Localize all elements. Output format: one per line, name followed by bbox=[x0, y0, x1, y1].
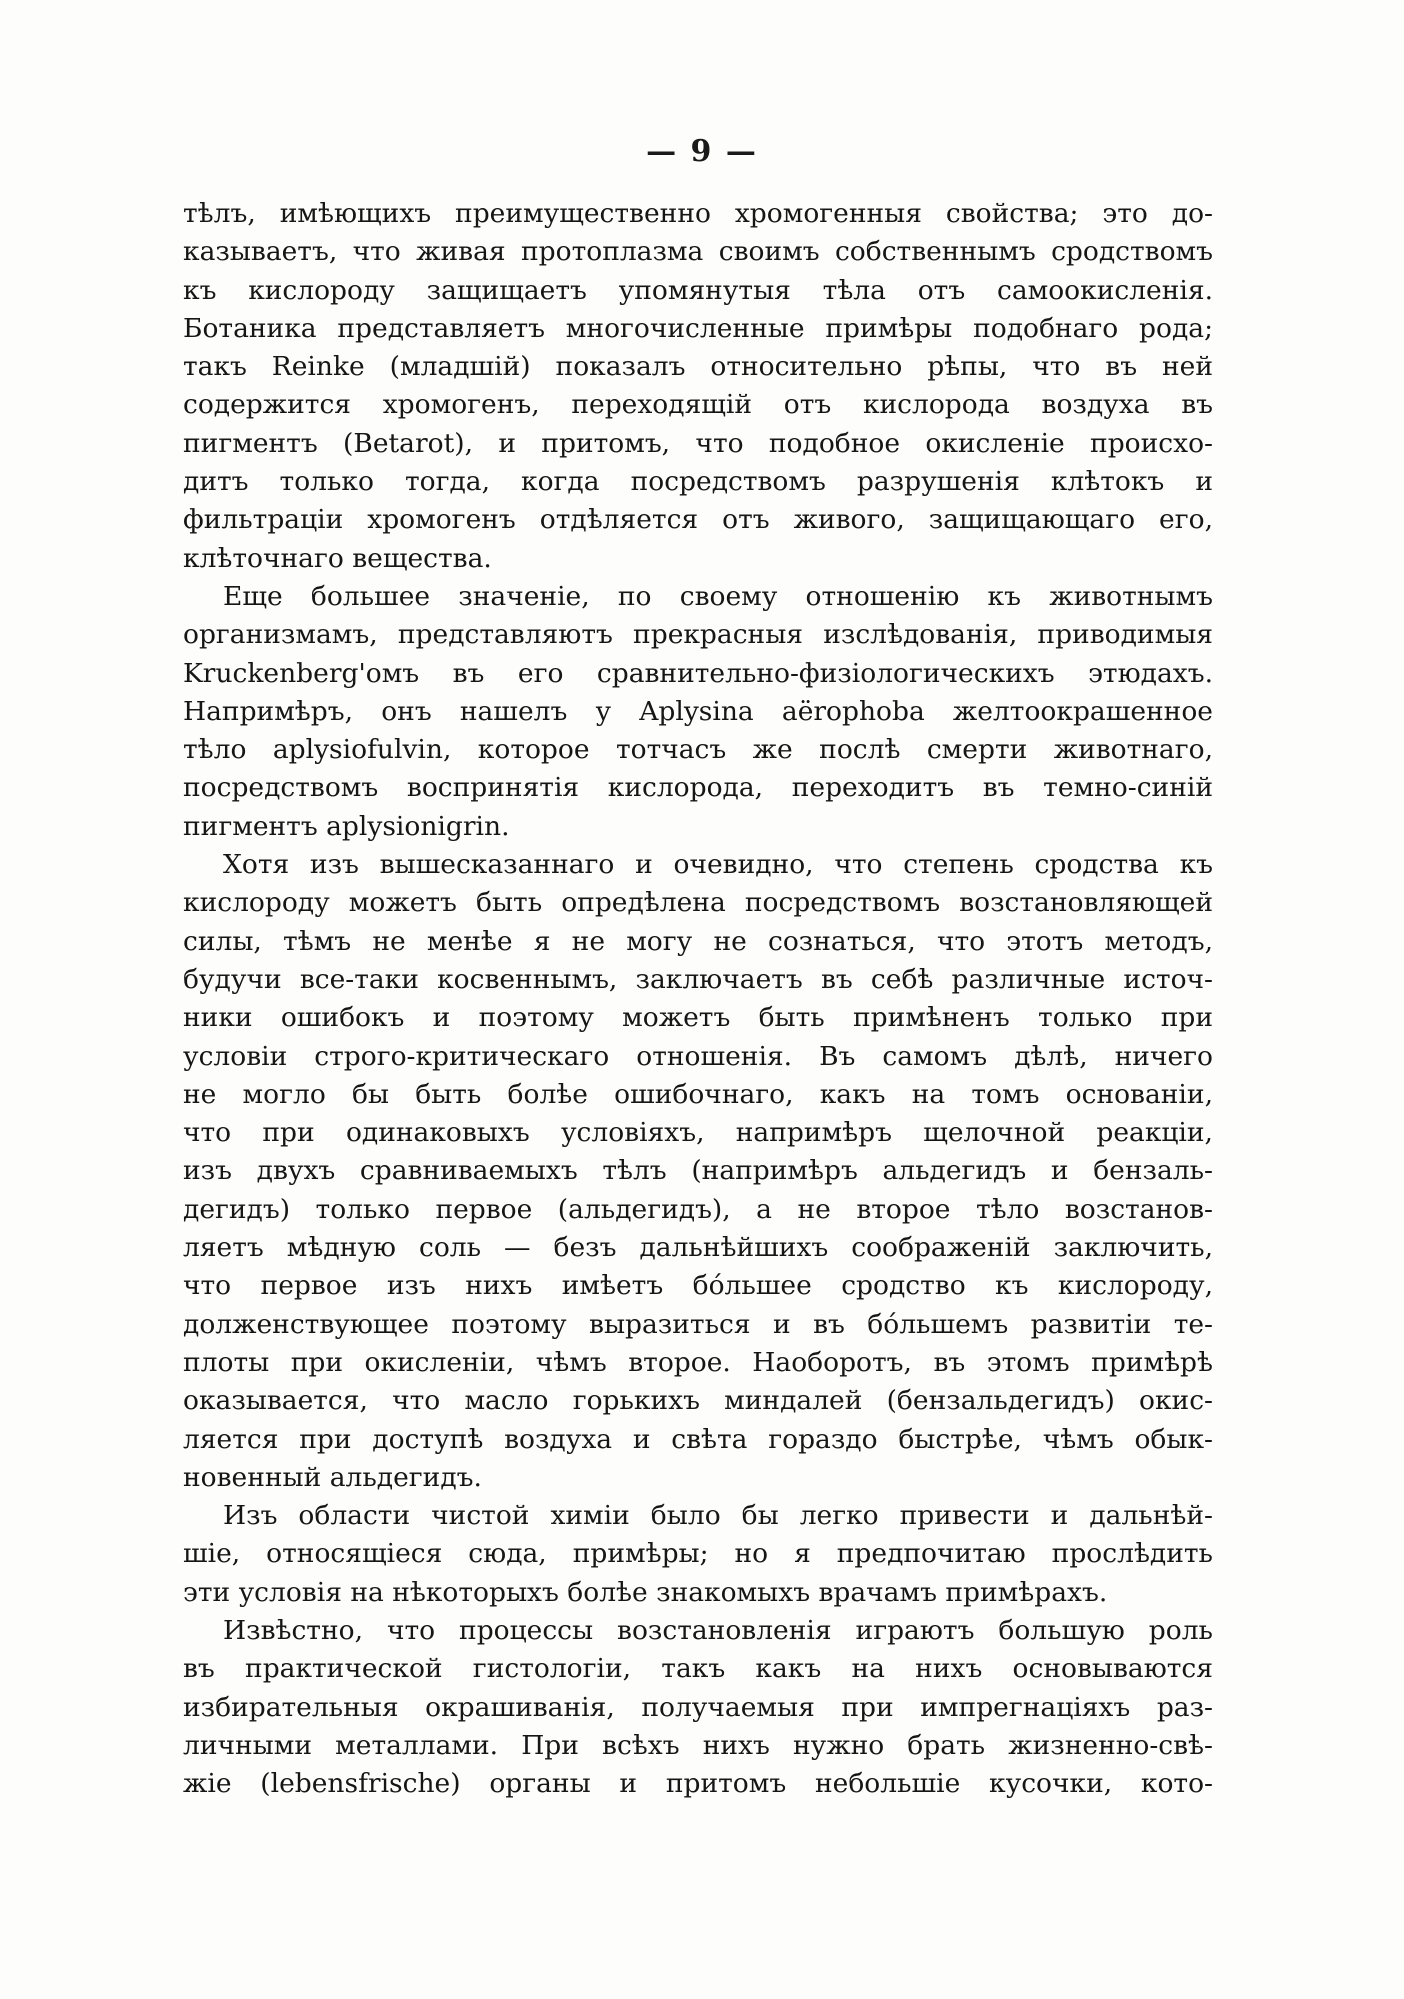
text-line: содержится хромогенъ, переходящій отъ кислорода воздуха въ bbox=[183, 389, 1213, 421]
text-line: условіи строго-критическаго отношенія. Въ самомъ дѣлѣ, ничего bbox=[183, 1040, 1213, 1072]
text-line: ляется при доступѣ воздуха и свѣта гораздо быстрѣе, чѣмъ обык- bbox=[183, 1423, 1213, 1455]
text-line: клѣточнаго вещества. bbox=[183, 542, 492, 574]
text-line: организмамъ, представляютъ прекрасныя изслѣдованія, приводимыя bbox=[183, 619, 1213, 651]
page-number: — 9 — bbox=[646, 134, 758, 169]
text-line: ляетъ мѣдную соль — безъ дальнѣйшихъ соображеній заключить, bbox=[183, 1232, 1213, 1264]
text-line: пигментъ (Betarot), и притомъ, что подобное окисленіе происхо- bbox=[183, 427, 1213, 459]
text-line: новенный альдегидъ. bbox=[183, 1461, 482, 1493]
text-line: посредствомъ воспринятія кислорода, переходитъ въ темно-синій bbox=[183, 772, 1213, 804]
paragraph bbox=[183, 578, 1213, 846]
text-line: казываетъ, что живая протоплазма своимъ собственнымъ сродствомъ bbox=[183, 236, 1213, 268]
paragraph bbox=[183, 846, 1213, 1497]
text-line: ники ошибокъ и поэтому можетъ быть примѣненъ только при bbox=[183, 1002, 1213, 1034]
text-line: оказывается, что масло горькихъ миндалей (бензальдегидъ) окис- bbox=[183, 1385, 1213, 1417]
text-line: эти условія на нѣкоторыхъ болѣе знакомыхъ врачамъ примѣрахъ. bbox=[183, 1576, 1108, 1608]
text-line: тѣлъ, имѣющихъ преимущественно хромогенныя свойства; это до- bbox=[183, 198, 1213, 229]
text-line: въ практической гистологіи, такъ какъ на нихъ основываются bbox=[183, 1653, 1213, 1685]
text-line: избирательныя окрашиванія, получаемыя при импрегнаціяхъ раз- bbox=[183, 1691, 1213, 1723]
text-line: изъ двухъ сравниваемыхъ тѣлъ (напримѣръ альдегидъ и бензаль- bbox=[183, 1155, 1213, 1187]
text-line: что при одинаковыхъ условіяхъ, напримѣръ щелочной реакціи, bbox=[183, 1117, 1213, 1149]
text-line: кислороду можетъ быть опредѣлена посредствомъ возстановляющей bbox=[183, 887, 1213, 919]
text-line: долженствующее поэтому выразиться и въ бо́льшемъ развитіи те- bbox=[183, 1308, 1213, 1340]
text-line: дитъ только тогда, когда посредствомъ разрушенія клѣтокъ и bbox=[183, 466, 1213, 498]
text-line: пигментъ aplysionigrin. bbox=[183, 810, 510, 842]
text-line: Изъ области чистой химіи было бы легко привести и дальнѣй- bbox=[223, 1500, 1213, 1532]
text-line: Ботаника представляетъ многочисленные примѣры подобнаго рода; bbox=[183, 312, 1213, 344]
text-line: дегидъ) только первое (альдегидъ), а не второе тѣло возстанов- bbox=[183, 1193, 1213, 1225]
text-line: личными металлами. При всѣхъ нихъ нужно брать жизненно-свѣ- bbox=[183, 1729, 1213, 1761]
text-line: Напримѣръ, онъ нашелъ у Aplysina aërophoba желтоокрашенное bbox=[183, 695, 1213, 727]
text-line: Извѣстно, что процессы возстановленія играютъ большую роль bbox=[223, 1614, 1213, 1646]
text-line: не могло бы быть болѣе ошибочнаго, какъ на томъ основаніи, bbox=[183, 1078, 1213, 1110]
text-line: тѣло aplysiofulvin, которое тотчасъ же послѣ смерти животнаго, bbox=[183, 734, 1213, 766]
text-line: что первое изъ нихъ имѣетъ бо́льшее сродство къ кислороду, bbox=[183, 1270, 1213, 1302]
paragraph bbox=[183, 1497, 1213, 1612]
text-line: Еще большее значеніе, по своему отношенію къ животнымъ bbox=[223, 580, 1213, 612]
text-line: Хотя изъ вышесказаннаго и очевидно, что степень сродства къ bbox=[223, 849, 1213, 881]
text-line: къ кислороду защищаетъ упомянутыя тѣла отъ самоокисленія. bbox=[183, 274, 1213, 306]
paragraph bbox=[183, 1612, 1213, 1803]
body-text bbox=[183, 195, 1213, 1803]
paragraph bbox=[183, 195, 1213, 578]
text-line: жіе (lebensfrische) органы и притомъ небольшіе кусочки, кото- bbox=[183, 1768, 1213, 1800]
text-line: Kruckenberg'омъ въ его сравнительно-физіологическихъ этюдахъ. bbox=[183, 657, 1213, 689]
text-line: такъ Reinke (младшій) показалъ относительно рѣпы, что въ ней bbox=[183, 351, 1213, 383]
text-line: фильтраціи хромогенъ отдѣляется отъ живого, защищающаго его, bbox=[183, 504, 1213, 536]
text-line: силы, тѣмъ не менѣе я не могу не сознаться, что этотъ методъ, bbox=[183, 925, 1213, 957]
text-line: шіе, относящіеся сюда, примѣры; но я предпочитаю прослѣдить bbox=[183, 1538, 1213, 1570]
text-line: плоты при окисленіи, чѣмъ второе. Наоборотъ, въ этомъ примѣрѣ bbox=[183, 1346, 1213, 1378]
text-line: будучи все-таки косвеннымъ, заключаетъ въ себѣ различные источ- bbox=[183, 963, 1213, 995]
